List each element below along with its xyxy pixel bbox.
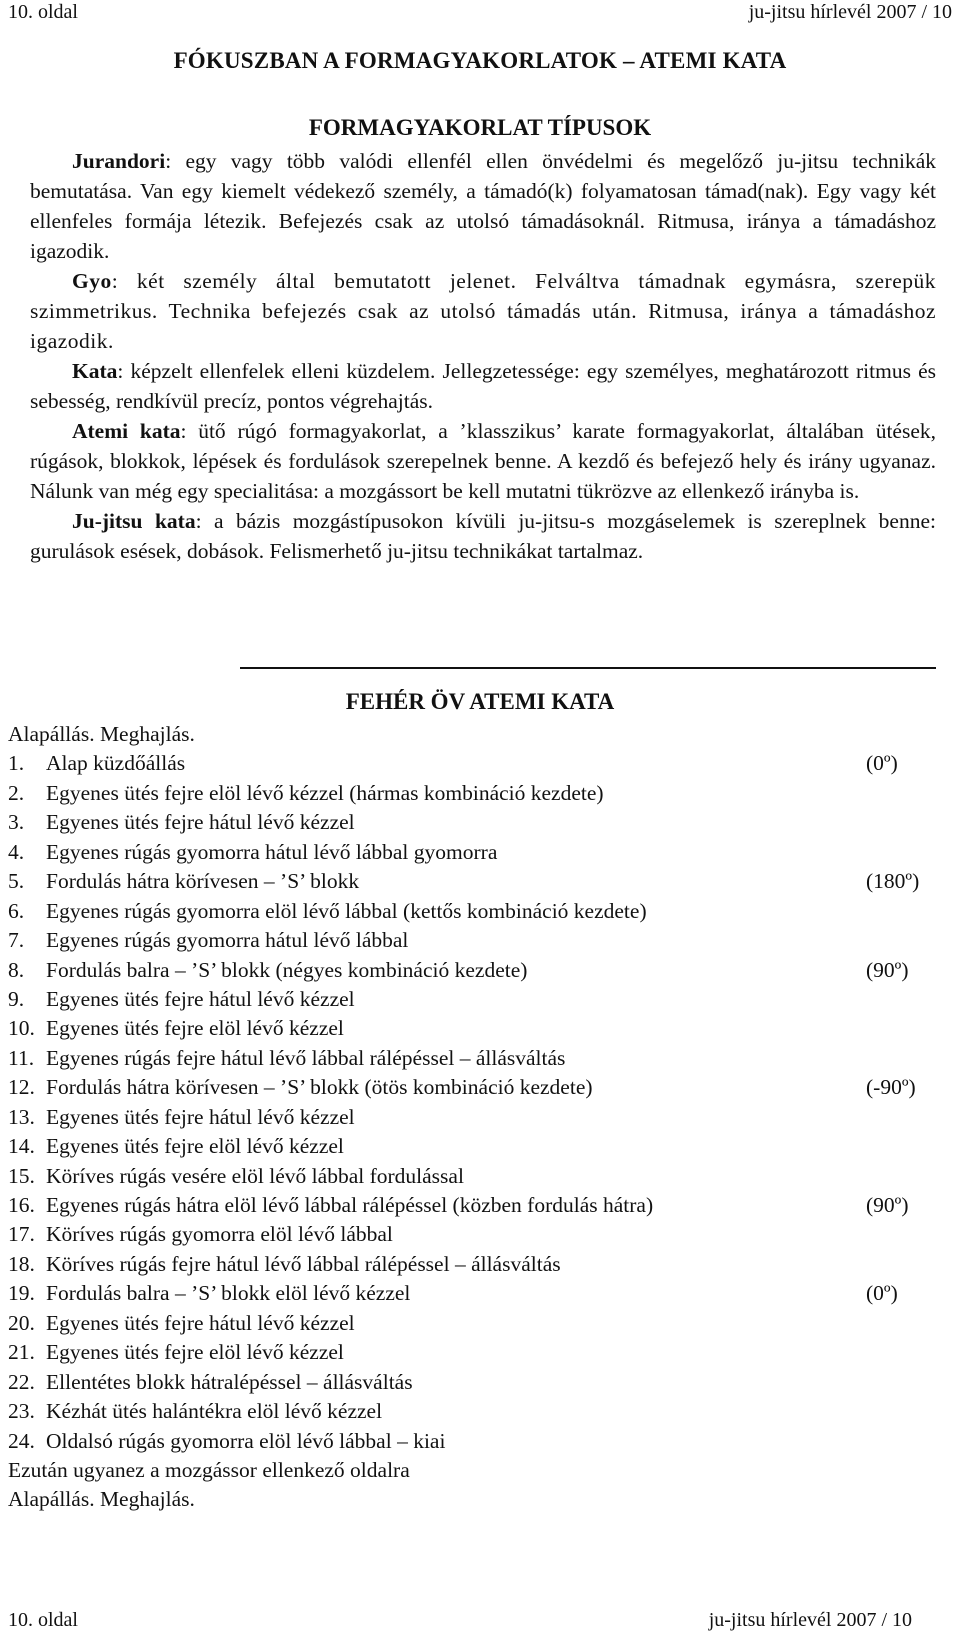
step-angle [866, 808, 936, 837]
kata-step [8, 985, 936, 1014]
types-section [30, 146, 936, 566]
step-angle [866, 1338, 936, 1367]
step-angle [866, 1250, 936, 1279]
type-paragraph [30, 146, 936, 266]
kata-closing: Alapállás. Meghajlás. [8, 1487, 195, 1512]
step-text: Egyenes ütés fejre hátul lévő kézzel [46, 986, 355, 1011]
step-angle [866, 1132, 936, 1161]
section-divider [240, 667, 936, 669]
type-text: : képzelt ellenfelek elleni küzdelem. Jellegzetessége: egy személyes, meghatározott ritmus és sebesség, rendkívül precíz, pontos végrehajtás. [30, 359, 936, 413]
step-angle [866, 1309, 936, 1338]
kata-closing-note: Ezután ugyanez a mozgássor ellenkező oldalra [8, 1457, 410, 1482]
step-list [8, 749, 936, 1456]
kata-step [8, 1427, 936, 1456]
publication-name: ju-jitsu hírlevél 2007 / 10 [708, 1609, 912, 1631]
page-number: 10. oldal [8, 1, 78, 23]
type-text: : egy vagy több valódi ellenfél ellen önvédelmi és megelőző ju-jitsu technikák bemutatása. Van egy kiemelt védekező személy, a támadó(k) folyamatosan támad(nak). Egy vagy két ellenfeles formája létezik. Befejezés csak az utolsó támadásoknál. Ritmusa, iránya a támadáshoz igazodik. [30, 149, 936, 263]
types-heading: FORMAGYAKORLAT TÍPUSOK [308, 115, 652, 140]
step-number: 2. [8, 780, 25, 805]
step-angle [866, 779, 936, 808]
step-text: Köríves rúgás gyomorra elöl lévő lábbal [46, 1222, 393, 1247]
step-number: 24. [8, 1428, 35, 1453]
step-number: 6. [8, 898, 25, 923]
kata-step [8, 1014, 936, 1043]
page-number: 10. oldal [8, 1609, 78, 1631]
step-number: 9. [8, 986, 25, 1011]
step-number: 13. [8, 1104, 35, 1129]
step-number: 11. [8, 1045, 35, 1070]
step-number: 10. [8, 1016, 35, 1041]
step-number: 4. [8, 839, 25, 864]
step-number: 18. [8, 1251, 35, 1276]
kata-step [8, 1073, 936, 1102]
kata-step [8, 779, 936, 808]
step-angle [866, 838, 936, 867]
kata-step [8, 808, 936, 837]
step-angle [866, 1368, 936, 1397]
step-text: Fordulás balra – ’S’ blokk (négyes kombináció kezdete) [46, 957, 528, 982]
step-text: Egyenes ütés fejre hátul lévő kézzel [46, 1104, 355, 1129]
step-angle [866, 1044, 936, 1073]
step-text: Fordulás hátra körívesen – ’S’ blokk (ötös kombináció kezdete) [46, 1075, 593, 1100]
step-angle [866, 897, 936, 926]
type-paragraph [30, 506, 936, 566]
step-text: Egyenes ütés fejre elöl lévő kézzel [46, 1340, 344, 1365]
step-angle: (180º) [866, 869, 920, 894]
step-angle: (-90º) [866, 1075, 916, 1100]
step-angle [866, 1014, 936, 1043]
document-title: FÓKUSZBAN A FORMAGYAKORLATOK – ATEMI KATA [173, 48, 787, 73]
step-number: 23. [8, 1399, 35, 1424]
step-number: 3. [8, 810, 25, 835]
step-angle [866, 1220, 936, 1249]
step-number: 14. [8, 1134, 35, 1159]
step-text: Fordulás hátra körívesen – ’S’ blokk [46, 869, 360, 894]
kata-step [8, 1338, 936, 1367]
step-number: 15. [8, 1163, 35, 1188]
publication-name: ju-jitsu hírlevél 2007 / 10 [748, 1, 952, 23]
step-text: Ellentétes blokk hátralépéssel – állásváltás [46, 1369, 413, 1394]
page-header [8, 0, 952, 24]
step-text: Egyenes ütés fejre hátul lévő kézzel [46, 810, 355, 835]
type-term: Kata [72, 359, 118, 383]
type-text: : a bázis mozgástípusokon kívüli ju-jitsu-s mozgáselemek is szereplnek benne: gurulások esések, dobások. Felismerhető ju-jitsu technikákat tartalmaz. [30, 509, 936, 563]
step-number: 21. [8, 1340, 35, 1365]
kata-heading: FEHÉR ÖV ATEMI KATA [345, 689, 615, 714]
step-angle [866, 926, 936, 955]
kata-step [8, 956, 936, 985]
step-text: Egyenes rúgás gyomorra elöl lévő lábbal (kettős kombináció kezdete) [46, 898, 647, 923]
step-text: Egyenes ütés fejre elöl lévő kézzel [46, 1134, 344, 1159]
step-number: 12. [8, 1075, 35, 1100]
kata-step [8, 1250, 936, 1279]
type-paragraph [30, 356, 936, 416]
kata-step [8, 867, 936, 896]
step-text: Oldalsó rúgás gyomorra elöl lévő lábbal – kiai [46, 1428, 446, 1453]
step-text: Egyenes rúgás fejre hátul lévő lábbal rálépéssel – állásváltás [46, 1045, 566, 1070]
step-number: 1. [8, 751, 25, 776]
step-text: Egyenes ütés fejre hátul lévő kézzel [46, 1310, 355, 1335]
step-text: Egyenes rúgás gyomorra hátul lévő lábbal gyomorra [46, 839, 498, 864]
step-angle: (90º) [866, 1193, 909, 1217]
kata-step [8, 1279, 936, 1308]
type-term: Ju-jitsu kata [72, 509, 196, 533]
step-number: 19. [8, 1281, 35, 1306]
page-footer [8, 1608, 952, 1632]
kata-step [8, 1044, 936, 1073]
step-angle [866, 985, 936, 1014]
step-number: 16. [8, 1193, 35, 1217]
step-angle [866, 1162, 936, 1191]
kata-step [8, 1103, 936, 1132]
step-angle [866, 1103, 936, 1132]
kata-step [8, 1309, 936, 1338]
step-text: Kézhát ütés halántékra elöl lévő kézzel [46, 1399, 383, 1424]
step-number: 20. [8, 1310, 35, 1335]
type-term: Atemi kata [72, 419, 181, 443]
type-text: : ütő rúgó formagyakorlat, a ’klasszikus’ karate formagyakorlat, általában ütések, rúgások, blokkok, lépések és fordulások szerepelnek benne. A kezdő és befejező hely és irány ugyanaz. Nálunk van még egy specialitása: a mozgássort be kell mutatni tükrözve az ellenkező irányba is. [30, 419, 936, 503]
step-text: Egyenes ütés fejre elöl lévő kézzel [46, 1016, 344, 1041]
kata-steps [8, 720, 936, 1515]
kata-step [8, 1162, 936, 1191]
step-angle [866, 1397, 936, 1426]
kata-step [8, 926, 936, 955]
type-paragraph [30, 416, 936, 506]
kata-step [8, 838, 936, 867]
step-angle [866, 1427, 936, 1456]
step-number: 8. [8, 957, 25, 982]
type-term: Gyo [72, 269, 112, 293]
step-text: Köríves rúgás fejre hátul lévő lábbal rálépéssel – állásváltás [46, 1251, 561, 1276]
step-angle: (0º) [866, 1281, 898, 1306]
step-text: Fordulás balra – ’S’ blokk elöl lévő kézzel [46, 1281, 411, 1306]
step-number: 5. [8, 869, 25, 894]
kata-step [8, 1368, 936, 1397]
step-number: 17. [8, 1222, 35, 1247]
step-text: Egyenes rúgás gyomorra hátul lévő lábbal [46, 928, 409, 953]
kata-step [8, 897, 936, 926]
type-paragraph [30, 266, 936, 356]
step-text: Alap küzdőállás [46, 751, 186, 776]
type-text: : két személy által bemutatott jelenet. Felváltva támadnak egymásra, szerepük szimmetrikus. Technika befejezés csak az utolsó támadás után. Ritmusa, iránya a támadáshoz igazodik. [30, 269, 936, 353]
step-text: Köríves rúgás vesére elöl lévő lábbal fordulással [46, 1163, 464, 1188]
step-angle: (90º) [866, 957, 909, 982]
type-term: Jurandori [72, 149, 166, 173]
step-number: 7. [8, 928, 25, 953]
step-number: 22. [8, 1369, 35, 1394]
kata-step [8, 749, 936, 778]
step-text: Egyenes ütés fejre elöl lévő kézzel (hármas kombináció kezdete) [46, 780, 604, 805]
kata-step [8, 1191, 936, 1220]
kata-step [8, 1132, 936, 1161]
kata-step [8, 1220, 936, 1249]
kata-opening: Alapállás. Meghajlás. [8, 722, 195, 746]
kata-step [8, 1397, 936, 1426]
step-angle: (0º) [866, 751, 898, 776]
step-text: Egyenes rúgás hátra elöl lévő lábbal rálépéssel (közben fordulás hátra) [46, 1193, 654, 1217]
